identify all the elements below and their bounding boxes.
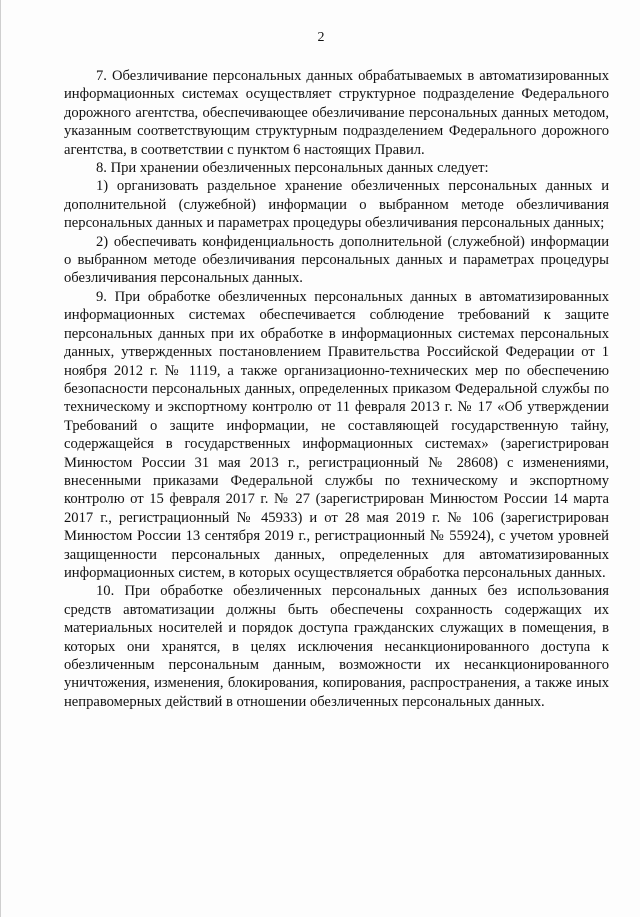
document-body xyxy=(64,67,609,711)
paragraph-8-item-2: 2) обеспечивать конфиденциальность дополнительной (служебной) информации о выбранном методе обезличивания персональных данных и параметрах процедуры обезличивания персональных данных. xyxy=(64,233,609,287)
page-number: 2 xyxy=(317,30,325,45)
paragraph-10: 10. При обработке обезличенных персональных данных без использования средств автоматизации должны быть обеспечены сохранность содержащих их материальных носителей и порядок доступа гражданских служащих в помещения, в которых они хранятся, в целях исключения несанкционированного доступа к обезличенным персональным данным, возможности их несанкционированного уничтожения, изменения, блокирования, копирования, распространения, а также иных неправомерных действий в отношении обезличенных персональных данных. xyxy=(64,583,609,710)
paragraph-8-item-1: 1) организовать раздельное хранение обезличенных персональных данных и дополнительной (служебной) информации о выбранном методе обезличивания персональных данных и параметрах процедуры обезличивания персональных данных; xyxy=(64,178,609,232)
paragraph-9: 9. При обработке обезличенных персональных данных в автоматизированных информационных системах обеспечивается соблюдение требований к защите персональных данных при их обработке в информационных системах персональных данных, утвержденных постановлением Правительства Российской Федерации от 1 ноября 2012 г. № 1119, а также организационно-технических мер по обеспечению безопасности персональных данных, определенных приказом Федеральной службы по техническому и экспортному контролю от 11 февраля 2013 г. № 17 «Об утверждении Требований о защите информации, не составляющей государственную тайну, содержащейся в государственных информационных системах» (зарегистрирован Минюстом России 31 мая 2013 г., регистрационный № 28608) с изменениями, внесенными приказами Федеральной службы по техническому и экспортному контролю от 15 февраля 2017 г. № 27 (зарегистрирован Минюстом России 14 марта 2017 г., регистрационный № 45933) и от 28 мая 2019 г. № 106 (зарегистрирован Минюстом России 13 сентября 2019 г., регистрационный № 55924), с учетом уровней защищенности персональных данных, определенных для автоматизированных информационных систем, в которых осуществляется обработка персональных данных. xyxy=(64,288,609,581)
paragraph-7: 7. Обезличивание персональных данных обрабатываемых в автоматизированных информационных системах осуществляет структурное подразделение Федерального дорожного агентства, обеспечивающее обезличивание персональных данных методом, указанным соответствующим структурным подразделением Федерального дорожного агентства, в соответствии с пунктом 6 настоящих Правил. xyxy=(64,68,609,158)
paragraph-8: 8. При хранении обезличенных персональных данных следует: xyxy=(96,160,489,177)
